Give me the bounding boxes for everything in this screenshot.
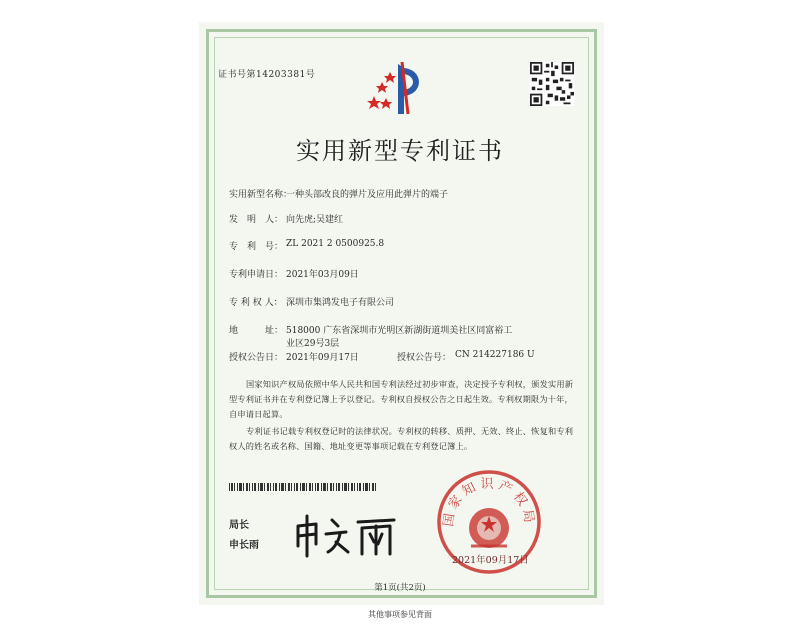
field-value-filing-date: 2021年03月09日 [286, 270, 359, 280]
director-name: 申长雨 [229, 540, 259, 551]
field-label-address: 地 址： [229, 326, 284, 336]
footer-note: 其他事项参见背面 [368, 610, 432, 619]
field-label-patent-number: 专 利 号： [229, 242, 284, 252]
legal-status-paragraph: 专利证书记载专利权登记时的法律状况。专利权的转移、质押、无效、终止、恢复和专利权人的姓名或名称、国籍、地址变更等事项记载在专利登记簿上。 [229, 426, 574, 452]
director-title: 局长 [229, 520, 249, 531]
field-value-address-line2: 业区29号3层 [286, 339, 340, 349]
field-value-patent-number: ZL 2021 2 0500925.8 [286, 239, 385, 249]
seal-date: 2021年09月17日 [452, 555, 529, 566]
page-number: 第1页(共2页) [374, 583, 426, 593]
field-value-address: 518000 广东省深圳市光明区新湖街道圳美社区同富裕工 [286, 326, 513, 336]
field-value-grant-number: CN 214227186 U [455, 350, 535, 360]
field-label-grant-number: 授权公告号： [397, 353, 452, 363]
svg-text:国家知识产权局: 国家知识产权局 [441, 477, 537, 528]
field-value-name: 一种头部改良的弹片及应用此弹片的端子 [286, 190, 449, 200]
certificate-number: 证书号第14203381号 [218, 70, 316, 80]
field-label-filing-date: 专利申请日： [229, 270, 284, 280]
page-title: 实用新型专利证书 [296, 137, 504, 165]
field-value-grant-date: 2021年09月17日 [286, 353, 359, 363]
field-label-inventor: 发 明 人： [229, 215, 284, 225]
qr-code-icon [530, 62, 574, 106]
barcode-icon [229, 483, 376, 491]
field-label-name: 实用新型名称： [229, 190, 293, 200]
field-value-patentee: 深圳市集鸿发电子有限公司 [286, 298, 395, 308]
grant-statement-paragraph: 国家知识产权局依照中华人民共和国专利法经过初步审查，决定授予专利权，颁发实用新型专利证书并在专利登记簿上予以登记。专利权自授权公告之日起生效。专利权期限为十年，自申请日起算。 [229, 379, 574, 420]
field-label-patentee: 专 利 权 人： [229, 298, 283, 308]
handwritten-signature-icon [290, 512, 400, 560]
field-value-inventor: 向先虎;吴建红 [286, 215, 344, 225]
field-label-grant-date: 授权公告日： [229, 353, 284, 363]
patent-office-logo-icon [362, 58, 432, 118]
